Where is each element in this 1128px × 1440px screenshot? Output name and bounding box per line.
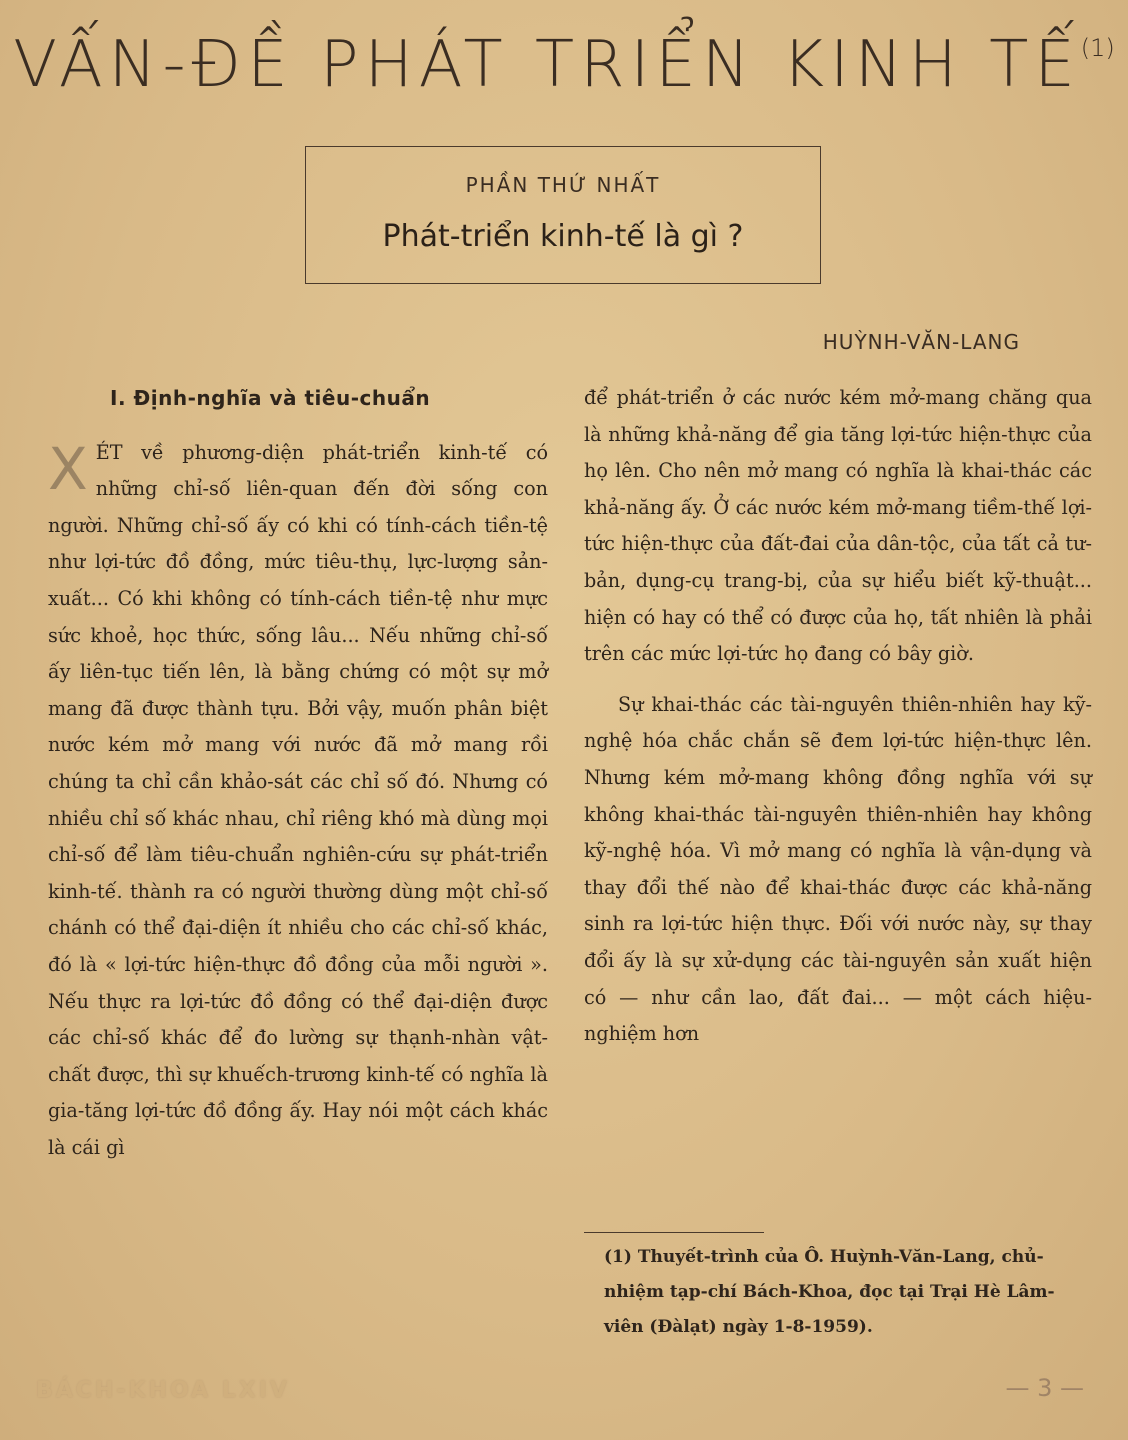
subtitle: Phát-triển kinh-tế là gì ? (382, 219, 744, 254)
right-paragraph-1: để phát-triển ở các nước kém mở-mang chăng qua là những khả-năng để gia tăng lợi-tức hiện-thực của họ lên. Cho nên mở mang có nghĩa là khai-thác các khả-năng ấy. Ở các nước kém mở-mang tiềm-thế lợi-tức hiện-thực của đất-đai của dân-tộc, của tất cả tư-bản, dụng-cụ trang-bị, của sự hiểu biết kỹ-thuật... hiện có hay có thể có được của họ, tất nhiên là phải trên các mức lợi-tức họ đang có bây giờ. (584, 386, 1092, 666)
publication-footer: BÁCH-KHOA LXIV (36, 1378, 290, 1403)
left-paragraph-container (48, 435, 548, 1167)
right-paragraph-2: Sự khai-thác các tài-nguyên thiên-nhiên hay kỹ-nghệ hóa chắc chắn sẽ đem lợi-tức hiện-thực lên. Nhưng kém mở-mang không đồng nghĩa với sự không khai-thác tài-nguyên thiên-nhiên hay không kỹ-nghệ hóa. Vì mở mang có nghĩa là vận-dụng và thay đổi thế nào để khai-thác được các khả-năng sinh ra lợi-tức hiện thực. Đối với nước này, sự thay đổi ấy là sự xử-dụng các tài-nguyên sản xuất hiện có — như cần lao, đất đai... — một cách hiệu-nghiệm hơn (584, 692, 1092, 1046)
title-footnote-mark: (1) (1080, 34, 1115, 62)
left-paragraph: ÉT về phương-diện phát-triển kinh-tế có những chỉ-số liên-quan đến đời sống con người. Những chỉ-số ấy có khi có tính-cách tiền-tệ như lợi-tức đồ đồng, mức tiêu-thụ, lực-lượng sản-xuất... Có khi không có tính-cách tiền-tệ như mực sức khoẻ, học thức, sống lâu... Nếu những chỉ-số ấy liên-tục tiến lên, là bằng chứng có một sự mở mang đã được thành tựu. Bởi vậy, muốn phân biệt nước kém mở mang với nước đã mở mang rồi chúng ta chỉ cần khảo-sát các chỉ số đó. Nhưng có nhiều chỉ số khác nhau, chỉ riêng khó mà dùng mọi chỉ-số để làm tiêu-chuẩn nghiên-cứu sự phát-triển kinh-tế. thành ra có người thường dùng một chỉ-số chánh có thể đại-diện ít nhiều cho các chỉ-số khác, đó là « lợi-tức hiện-thực đồ đồng của mỗi người ». Nếu thực ra lợi-tức đồ đồng có thể đại-diện được các chỉ-số khác để đo lường sự thạnh-nhàn vật-chất được, thì sự khuếch-trương kinh-tế có nghĩa là gia-tăng lợi-tức đồ đồng ấy. Hay nói một cách khác là cái gì (48, 440, 548, 1159)
author-name: HUỲNH-VĂN-LANG (822, 330, 1020, 354)
right-column (584, 380, 1092, 1053)
left-column (48, 380, 548, 1166)
title-text: VẤN-ĐỀ PHÁT TRIỂN KINH TẾ (13, 28, 1081, 102)
page-title (0, 28, 1128, 102)
section-heading: I. Định-nghĩa và tiêu-chuẩn (110, 386, 431, 410)
subtitle-box (305, 146, 821, 284)
drop-cap: X (48, 434, 88, 503)
footnote: (1) Thuyết-trình của Ô. Huỳnh-Văn-Lang, chủ-nhiệm tạp-chí Bách-Khoa, đọc tại Trại Hè Lâm-viên (Đàlạt) ngày 1-8-1959). (604, 1247, 1055, 1337)
part-label: PHẦN THỨ NHẤT (465, 173, 661, 197)
footnote-divider (584, 1232, 764, 1233)
page-number: — 3 — (1005, 1374, 1084, 1402)
